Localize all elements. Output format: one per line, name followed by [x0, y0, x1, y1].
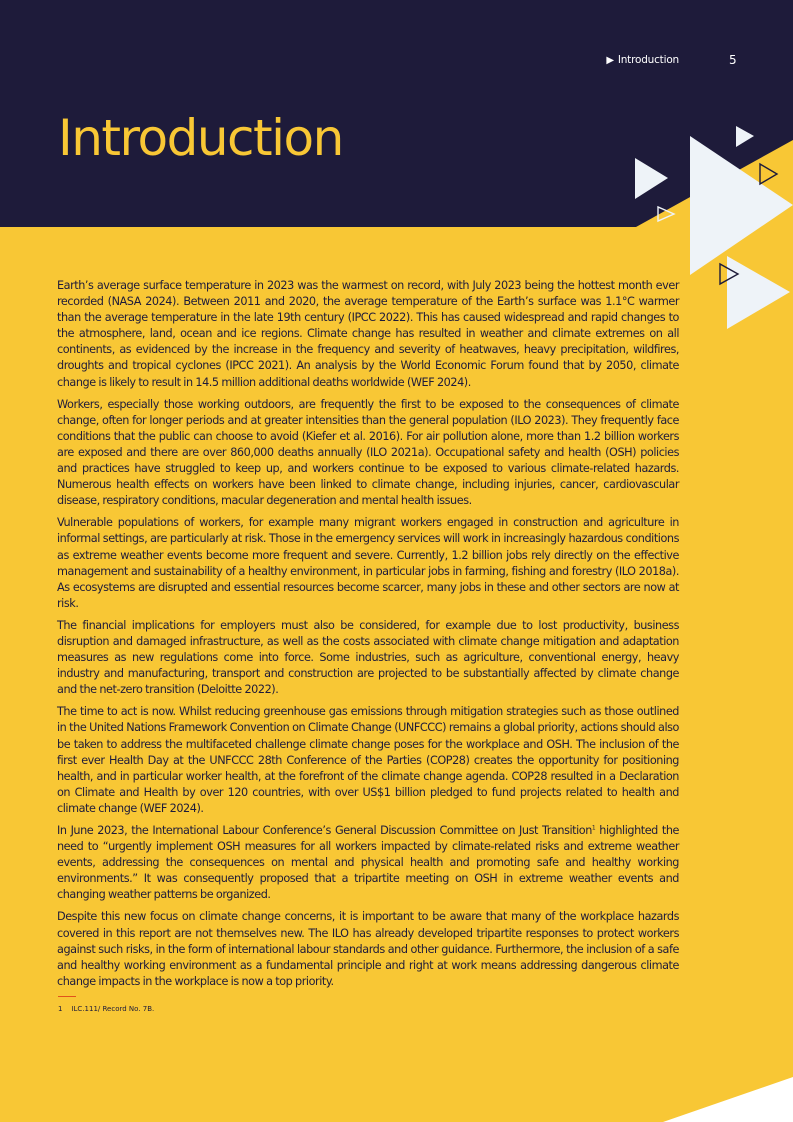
footnote-rule [58, 996, 76, 997]
footnote-text: ILC.111/ Record No. 7B. [71, 1004, 155, 1013]
lower-triangle-decor [727, 256, 790, 329]
footnote-number: 1 [58, 1004, 63, 1013]
page-title: Introduction [58, 109, 343, 167]
paragraph: Despite this new focus on climate change concerns, it is important to be aware that many of the workplace hazards covered in this report are not themselves new. The ILO has already developed tripartite responses to protect workers against such risks, in the form of international labour standards and other guidance. Furthermore, the inclusion of a safe and healthy working environment as a fundamental principle and right at work means addressing dangerous climate change impacts in the workplace is now a top priority. [57, 910, 679, 988]
running-head [606, 54, 679, 66]
page-number: 5 [729, 53, 737, 67]
mid-triangle-decor [635, 158, 668, 199]
paragraph: Workers, especially those working outdoors, are frequently the first to be exposed to the consequences of climate change, often for longer periods and at greater intensities than the general population (ILO 2023). They frequently face conditions that the public can choose to avoid (Kiefer et al. 2016). For air pollution alone, more than 1.2 billion workers are exposed and there are over 860,000 deaths annually (ILO 2021a). Occupational safety and health (OSH) policies and practices have struggled to keep up, and workers continue to be exposed to various climate-related hazards. Numerous health effects on workers have been linked to climate change, including injuries, cancer, cardiovascular disease, respiratory conditions, macular degeneration and mental health issues. [57, 397, 679, 508]
footnote-marker[interactable]: 1 [591, 824, 596, 832]
paragraph: The time to act is now. Whilst reducing greenhouse gas emissions through mitigation strategies such as those outlined in the United Nations Framework Convention on Climate Change (UNFCCC) remains a global priority, actions should also be taken to address the multifaceted challenge climate change poses for the workplace and OSH. The inclusion of the first ever Health Day at the UNFCCC 28th Conference of the Parties (COP28) creates the opportunity for positioning health, and in particular worker health, at the forefront of the climate change agenda. COP28 resulted in a Declaration on Climate and Health by over 120 countries, with over US$1 billion pledged to fund projects related to health and climate change (WEF 2024). [57, 705, 679, 815]
paragraph: Earth’s average surface temperature in 2023 was the warmest on record, with July 2023 being the hottest month ever recorded (NASA 2024). Between 2011 and 2020, the average temperature of the Earth’s surface was 1.1°C warmer than the average temperature in the late 19th century (IPCC 2022). This has caused widespread and rapid changes to the atmosphere, land, ocean and ice regions. Climate change has resulted in weather and climate extremes on all continents, as evidenced by the increase in the frequency and severity of heatwaves, heavy precipitation, wildfires, droughts and tropical cyclones (IPCC 2021). An analysis by the World Economic Forum found that by 2050, climate change is likely to result in 14.5 million additional deaths worldwide (WEF 2024). [57, 279, 679, 389]
section-label: Introduction [617, 54, 679, 66]
small-triangle-decor [736, 126, 754, 147]
play-triangle-icon: ▶ [606, 54, 614, 66]
corner-triangle-decor [663, 1077, 793, 1122]
paragraph-text: In June 2023, the International Labour Conference’s General Discussion Committee on Just Transition [57, 824, 592, 837]
paragraph-ilc [57, 823, 679, 903]
paragraph: Vulnerable populations of workers, for example many migrant workers engaged in construction and agriculture in informal settings, are particularly at risk. Those in the emergency services will work in increasingly hazardous conditions as extreme weather events become more frequent and severe. Currently, 1.2 billion jobs rely directly on the effective management and sustainability of a healthy environment, in particular jobs in farming, fishing and forestry (ILO 2018a). As ecosystems are disrupted and essential resources become scarcer, many jobs in these and other sectors are now at risk. [57, 516, 679, 610]
body-text [57, 278, 679, 1013]
footnote [57, 1005, 679, 1013]
paragraph: The financial implications for employers must also be considered, for example due to lost productivity, business disruption and damaged infrastructure, as well as the costs associated with climate change mitigation and adaptation measures as new regulations come into force. Some industries, such as agriculture, conventional energy, heavy industry and manufacturing, transport and construction are projected to be substantially affected by climate change and the net-zero transition (Deloitte 2022). [57, 618, 679, 697]
paragraph-text: highlighted the need to “urgently implement OSH measures for all workers impacted by climate-related risks and extreme weather events, addressing the consequences on mental and physical health and promoting safe and healthy working environments.” It was consequently proposed that a tripartite meeting on OSH in extreme weather events and changing weather patterns be organized. [57, 824, 680, 902]
